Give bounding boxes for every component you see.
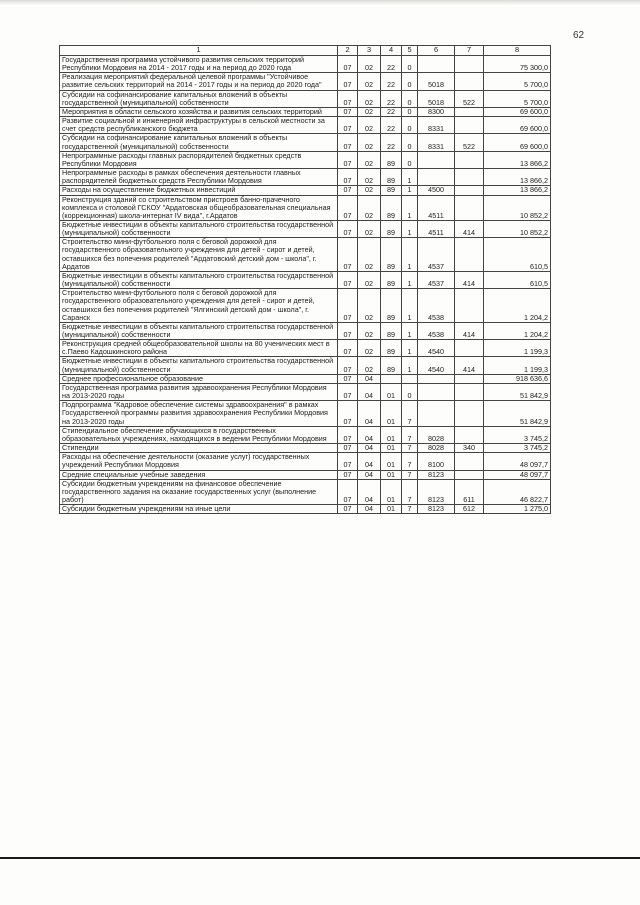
table-row <box>60 383 551 400</box>
code-cell: 02 <box>358 271 381 288</box>
code-cell: 4538 <box>418 289 455 323</box>
code-cell: 1 <box>402 195 418 220</box>
code-cell: 0 <box>402 107 418 116</box>
code-cell <box>418 401 455 426</box>
code-cell <box>455 289 484 323</box>
row-name: Подпрограмма "Кадровое обеспечение системы здравоохранения" в рамках Государственной программы развития здравоохранения Республики Мордовия на 2013-2020 годы <box>60 401 338 426</box>
code-cell: 22 <box>381 90 402 107</box>
code-cell: 8028 <box>418 426 455 443</box>
table-row <box>60 107 551 116</box>
code-cell: 0 <box>402 151 418 168</box>
code-cell: 22 <box>381 117 402 134</box>
code-cell: 414 <box>455 357 484 374</box>
code-cell: 1 <box>402 186 418 195</box>
row-name: Субсидии на софинансирование капитальных вложений в объекты государственной (муниципальной) собственности <box>60 90 338 107</box>
code-cell: 8123 <box>418 470 455 479</box>
code-cell: 02 <box>358 238 381 272</box>
code-cell: 07 <box>338 289 358 323</box>
amount-cell: 75 300,0 <box>484 56 551 73</box>
code-cell: 8331 <box>418 134 455 151</box>
code-cell: 22 <box>381 56 402 73</box>
row-name: Расходы на обеспечение деятельности (оказание услуг) государственных учреждений Республики Мордовия <box>60 453 338 470</box>
code-cell: 04 <box>358 426 381 443</box>
row-name: Строительство мини-футбольного поля с беговой дорожкой для государственного образовательного учреждения для детей - сирот и детей, оставшихся без попечения родителей "Ардатовский детский дом - школа", г. Ардатов <box>60 238 338 272</box>
code-cell <box>455 151 484 168</box>
code-cell: 0 <box>402 73 418 90</box>
amount-cell: 13 866,2 <box>484 151 551 168</box>
code-cell <box>381 374 402 383</box>
header-cell: 8 <box>484 46 551 56</box>
code-cell: 522 <box>455 134 484 151</box>
code-cell: 01 <box>381 401 402 426</box>
code-cell: 02 <box>358 220 381 237</box>
code-cell: 02 <box>358 340 381 357</box>
amount-cell: 5 700,0 <box>484 90 551 107</box>
code-cell: 1 <box>402 271 418 288</box>
code-cell: 02 <box>358 357 381 374</box>
code-cell: 89 <box>381 186 402 195</box>
code-cell: 1 <box>402 220 418 237</box>
code-cell: 0 <box>402 134 418 151</box>
code-cell: 07 <box>338 453 358 470</box>
code-cell: 7 <box>402 479 418 504</box>
code-cell: 89 <box>381 151 402 168</box>
code-cell: 1 <box>402 238 418 272</box>
scan-top-edge <box>0 0 640 5</box>
code-cell: 02 <box>358 90 381 107</box>
code-cell: 07 <box>338 90 358 107</box>
row-name: Средние специальные учебные заведения <box>60 470 338 479</box>
code-cell: 01 <box>381 444 402 453</box>
code-cell: 01 <box>381 453 402 470</box>
code-cell: 02 <box>358 289 381 323</box>
code-cell: 04 <box>358 479 381 504</box>
page-number: 62 <box>573 30 585 41</box>
code-cell: 02 <box>358 322 381 339</box>
code-cell <box>455 73 484 90</box>
code-cell <box>455 374 484 383</box>
table-row <box>60 90 551 107</box>
code-cell: 07 <box>338 169 358 186</box>
code-cell: 7 <box>402 453 418 470</box>
table-row <box>60 73 551 90</box>
table-row <box>60 340 551 357</box>
row-name: Бюджетные инвестиции в объекты капитального строительства государственной (муниципальной) собственности <box>60 322 338 339</box>
header-cell: 6 <box>418 46 455 56</box>
code-cell: 02 <box>358 169 381 186</box>
code-cell <box>455 401 484 426</box>
table-row <box>60 357 551 374</box>
code-cell: 8123 <box>418 479 455 504</box>
row-name: Мероприятия в области сельского хозяйства и развития сельских территорий <box>60 107 338 116</box>
row-name: Строительство мини-футбольного поля с беговой дорожкой для государственного образовательного учреждения для детей - сирот и детей, оставшихся без попечения родителей "Ялгинский детский дом - школа", г. Саранск <box>60 289 338 323</box>
code-cell: 89 <box>381 271 402 288</box>
amount-cell: 3 745,2 <box>484 444 551 453</box>
table-row <box>60 195 551 220</box>
code-cell: 04 <box>358 383 381 400</box>
code-cell: 7 <box>402 470 418 479</box>
code-cell: 0 <box>402 90 418 107</box>
code-cell: 07 <box>338 479 358 504</box>
code-cell: 7 <box>402 505 418 514</box>
code-cell: 02 <box>358 186 381 195</box>
code-cell: 89 <box>381 322 402 339</box>
code-cell: 340 <box>455 444 484 453</box>
code-cell: 8028 <box>418 444 455 453</box>
code-cell: 01 <box>381 383 402 400</box>
code-cell: 07 <box>338 186 358 195</box>
row-name: Реконструкция зданий со строительством пристроев банно-прачечного комплекса и столовой ГСКОУ "Ардатовская общеобразовательная специальная (коррекционная) школа-интернат IV вида", г.Ардатов <box>60 195 338 220</box>
code-cell: 04 <box>358 470 381 479</box>
table-row <box>60 151 551 168</box>
header-cell: 2 <box>338 46 358 56</box>
amount-cell: 1 275,0 <box>484 505 551 514</box>
row-name: Расходы на осуществление бюджетных инвестиций <box>60 186 338 195</box>
table-row <box>60 322 551 339</box>
table-row <box>60 289 551 323</box>
table-row <box>60 444 551 453</box>
code-cell <box>455 186 484 195</box>
amount-cell: 1 199,3 <box>484 340 551 357</box>
row-name: Развитие социальной и инженерной инфраструктуры в сельской местности за счет средств республиканского бюджета <box>60 117 338 134</box>
amount-cell: 13 866,2 <box>484 186 551 195</box>
code-cell: 07 <box>338 401 358 426</box>
header-cell: 5 <box>402 46 418 56</box>
code-cell: 07 <box>338 195 358 220</box>
code-cell: 414 <box>455 220 484 237</box>
header-cell: 4 <box>381 46 402 56</box>
code-cell: 1 <box>402 289 418 323</box>
code-cell: 02 <box>358 134 381 151</box>
code-cell <box>402 374 418 383</box>
code-cell <box>455 195 484 220</box>
code-cell: 5018 <box>418 90 455 107</box>
code-cell <box>455 470 484 479</box>
code-cell: 89 <box>381 357 402 374</box>
code-cell: 07 <box>338 374 358 383</box>
row-name: Непрограммные расходы в рамках обеспечения деятельности главных распорядителей бюджетных средств Республики Мордовия <box>60 169 338 186</box>
code-cell: 07 <box>338 426 358 443</box>
row-name: Бюджетные инвестиции в объекты капитального строительства государственной (муниципальной) собственности <box>60 271 338 288</box>
code-cell: 4511 <box>418 220 455 237</box>
scan-bottom-rule <box>0 857 640 859</box>
row-name: Бюджетные инвестиции в объекты капитального строительства государственной (муниципальной) собственности <box>60 220 338 237</box>
code-cell: 22 <box>381 134 402 151</box>
code-cell: 07 <box>338 134 358 151</box>
code-cell: 07 <box>338 117 358 134</box>
code-cell: 04 <box>358 453 381 470</box>
amount-cell: 1 204,2 <box>484 322 551 339</box>
code-cell: 07 <box>338 238 358 272</box>
code-cell: 1 <box>402 169 418 186</box>
amount-cell: 1 199,3 <box>484 357 551 374</box>
code-cell: 0 <box>402 383 418 400</box>
row-name: Государственная программа развития здравоохранения Республики Мордовия на 2013-2020 годы <box>60 383 338 400</box>
code-cell: 07 <box>338 383 358 400</box>
table-row <box>60 238 551 272</box>
code-cell: 02 <box>358 107 381 116</box>
code-cell: 07 <box>338 151 358 168</box>
code-cell: 4537 <box>418 271 455 288</box>
code-cell <box>455 383 484 400</box>
code-cell: 02 <box>358 195 381 220</box>
table-row <box>60 470 551 479</box>
code-cell: 4537 <box>418 238 455 272</box>
code-cell: 07 <box>338 340 358 357</box>
code-cell: 5018 <box>418 73 455 90</box>
amount-cell: 48 097,7 <box>484 470 551 479</box>
amount-cell: 46 822,7 <box>484 479 551 504</box>
row-name: Субсидии на софинансирование капитальных вложений в объекты государственной (муниципальной) собственности <box>60 134 338 151</box>
code-cell: 611 <box>455 479 484 504</box>
code-cell: 612 <box>455 505 484 514</box>
code-cell: 04 <box>358 444 381 453</box>
amount-cell: 69 600,0 <box>484 134 551 151</box>
row-name: Субсидии бюджетным учреждениям на иные цели <box>60 505 338 514</box>
code-cell: 4500 <box>418 186 455 195</box>
code-cell: 4540 <box>418 357 455 374</box>
amount-cell: 69 600,0 <box>484 117 551 134</box>
row-name: Субсидии бюджетным учреждениям на финансовое обеспечение государственного задания на оказание государственных услуг (выполнение работ) <box>60 479 338 504</box>
code-cell: 07 <box>338 505 358 514</box>
code-cell: 01 <box>381 505 402 514</box>
row-name: Стипендиальное обеспечение обучающихся в государственных образовательных учреждениях, находящихся в ведении Республики Мордовия <box>60 426 338 443</box>
row-name: Непрограммные расходы главных распорядителей бюджетных средств Республики Мордовия <box>60 151 338 168</box>
code-cell <box>455 453 484 470</box>
code-cell: 22 <box>381 73 402 90</box>
code-cell <box>455 340 484 357</box>
code-cell: 7 <box>402 444 418 453</box>
budget-table <box>59 45 551 514</box>
code-cell <box>418 169 455 186</box>
amount-cell: 51 842,9 <box>484 383 551 400</box>
amount-cell: 10 852,2 <box>484 220 551 237</box>
table-row <box>60 117 551 134</box>
amount-cell: 51 842,9 <box>484 401 551 426</box>
code-cell: 8331 <box>418 117 455 134</box>
code-cell: 02 <box>358 56 381 73</box>
code-cell: 7 <box>402 401 418 426</box>
row-name: Государственная программа устойчивого развития сельских территорий Республики Мордовия на 2014 - 2017 годы и на период до 2020 года <box>60 56 338 73</box>
code-cell <box>455 117 484 134</box>
code-cell: 7 <box>402 426 418 443</box>
code-cell: 1 <box>402 340 418 357</box>
amount-cell: 5 700,0 <box>484 73 551 90</box>
table-row <box>60 505 551 514</box>
header-cell: 7 <box>455 46 484 56</box>
code-cell <box>455 56 484 73</box>
code-cell: 414 <box>455 322 484 339</box>
code-cell: 04 <box>358 401 381 426</box>
table-row <box>60 453 551 470</box>
amount-cell: 69 600,0 <box>484 107 551 116</box>
code-cell: 4540 <box>418 340 455 357</box>
code-cell: 89 <box>381 289 402 323</box>
amount-cell: 10 852,2 <box>484 195 551 220</box>
code-cell: 07 <box>338 470 358 479</box>
code-cell: 0 <box>402 117 418 134</box>
row-name: Бюджетные инвестиции в объекты капитального строительства государственной (муниципальной) собственности <box>60 357 338 374</box>
code-cell: 07 <box>338 73 358 90</box>
amount-cell: 13 866,2 <box>484 169 551 186</box>
code-cell: 02 <box>358 73 381 90</box>
code-cell: 07 <box>338 220 358 237</box>
code-cell: 8100 <box>418 453 455 470</box>
code-cell: 4538 <box>418 322 455 339</box>
header-cell: 3 <box>358 46 381 56</box>
code-cell: 01 <box>381 470 402 479</box>
code-cell <box>418 56 455 73</box>
code-cell: 07 <box>338 444 358 453</box>
code-cell: 89 <box>381 195 402 220</box>
code-cell: 02 <box>358 151 381 168</box>
table-row <box>60 56 551 73</box>
code-cell: 07 <box>338 107 358 116</box>
header-cell: 1 <box>60 46 338 56</box>
amount-cell: 48 097,7 <box>484 453 551 470</box>
code-cell: 1 <box>402 322 418 339</box>
code-cell <box>455 426 484 443</box>
row-name: Реализация мероприятий федеральной целевой программы "Устойчивое развитие сельских территорий на 2014 - 2017 годы и на период до 2020 года" <box>60 73 338 90</box>
code-cell <box>455 107 484 116</box>
code-cell: 4511 <box>418 195 455 220</box>
code-cell: 8300 <box>418 107 455 116</box>
code-cell <box>455 169 484 186</box>
code-cell: 22 <box>381 107 402 116</box>
code-cell: 0 <box>402 56 418 73</box>
code-cell: 89 <box>381 340 402 357</box>
code-cell <box>418 383 455 400</box>
code-cell: 522 <box>455 90 484 107</box>
code-cell: 414 <box>455 271 484 288</box>
table-row <box>60 220 551 237</box>
row-name: Реконструкция средней общеобразовательной школы на 80 ученических мест в с.Паево Кадошкинского района <box>60 340 338 357</box>
code-cell: 07 <box>338 357 358 374</box>
table-row <box>60 479 551 504</box>
code-cell <box>455 238 484 272</box>
code-cell <box>418 151 455 168</box>
code-cell: 01 <box>381 479 402 504</box>
code-cell: 07 <box>338 56 358 73</box>
amount-cell: 918 636,6 <box>484 374 551 383</box>
table-row <box>60 271 551 288</box>
header-row <box>60 46 551 56</box>
code-cell: 1 <box>402 357 418 374</box>
amount-cell: 3 745,2 <box>484 426 551 443</box>
code-cell: 8123 <box>418 505 455 514</box>
table-row <box>60 401 551 426</box>
code-cell: 89 <box>381 238 402 272</box>
code-cell: 04 <box>358 505 381 514</box>
table-row <box>60 374 551 383</box>
code-cell: 07 <box>338 271 358 288</box>
code-cell: 02 <box>358 117 381 134</box>
amount-cell: 1 204,2 <box>484 289 551 323</box>
table-row <box>60 426 551 443</box>
code-cell: 01 <box>381 426 402 443</box>
table-row <box>60 186 551 195</box>
row-name: Стипендии <box>60 444 338 453</box>
code-cell: 89 <box>381 220 402 237</box>
code-cell <box>418 374 455 383</box>
amount-cell: 610,5 <box>484 238 551 272</box>
code-cell: 04 <box>358 374 381 383</box>
code-cell: 07 <box>338 322 358 339</box>
amount-cell: 610,5 <box>484 271 551 288</box>
table-row <box>60 134 551 151</box>
table-row <box>60 169 551 186</box>
row-name: Среднее профессиональное образование <box>60 374 338 383</box>
code-cell: 89 <box>381 169 402 186</box>
